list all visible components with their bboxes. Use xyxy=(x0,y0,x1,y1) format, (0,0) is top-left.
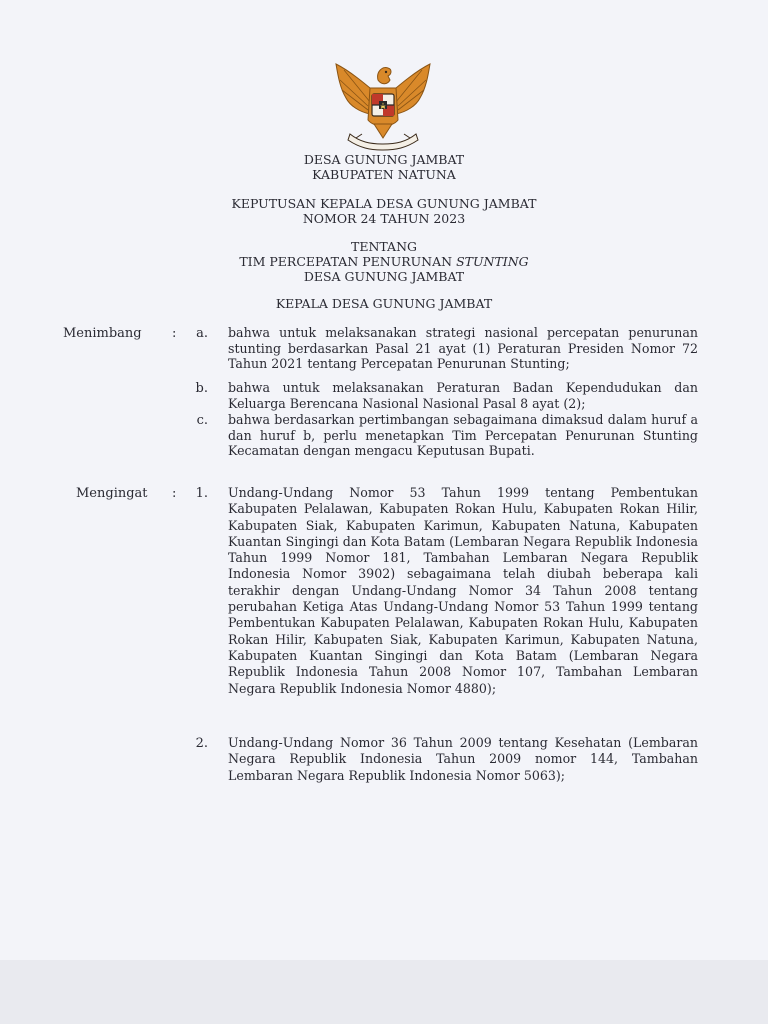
issuer-title: KEPALA DESA GUNUNG JAMBAT xyxy=(275,296,493,311)
mengingat-marker-2: 2. xyxy=(195,736,208,751)
mengingat-item-1: Undang-Undang Nomor 53 Tahun 1999 tentang Pembentukan Kabupaten Pelalawan, Kabupaten Rokan Hulu, Kabupaten Rokan Hilir, Kabupaten Siak, Kabupaten Karimun, Kabupaten Natuna, Kabupaten Kuantan Singingi dan Kota Batam (Lembaran Negara Republik Indonesia Tahun 1999 Nomor 181, Tambahan Lembaran Negara Republik Indonesia Nomor 3902) sebagaimana telah diubah beberapa kali terakhir dengan Undang-Undang Nomor 34 Tahun 2008 tentang perubahan Ketiga Atas Undang-Undang Nomor 53 Tahun 1999 tentang Pembentukan Kabupaten Pelalawan, Kabupaten Rokan Hulu, Kabupaten Rokan Hilir, Kabupaten Siak, Kabupaten Karimun, Kabupaten Natuna, Kabupaten Kuantan Singingi dan Kota Batam (Lembaran Negara Republik Indonesia Tahun 2008 Nomor 107, Tambahan Lembaran Negara Republik Indonesia Nomor 4880); xyxy=(228,485,698,696)
mengingat-colon: : xyxy=(172,486,177,501)
mengingat-label: Mengingat xyxy=(76,486,148,501)
decree-subject xyxy=(0,254,768,269)
menimbang-marker-b: b. xyxy=(195,381,208,396)
page-bottom-margin xyxy=(0,960,768,1024)
menimbang-item-b: bahwa untuk melaksanakan Peraturan Badan Kependudukan dan Keluarga Berencana Nasional Nasional Pasal 8 ayat (2); xyxy=(228,380,698,411)
menimbang-marker-c: c. xyxy=(196,413,208,428)
subject-village: DESA GUNUNG JAMBAT xyxy=(303,269,465,284)
garuda-pancasila-emblem-icon xyxy=(330,58,436,154)
mengingat-marker-1: 1. xyxy=(195,486,208,501)
menimbang-colon: : xyxy=(172,326,177,341)
menimbang-marker-a: a. xyxy=(196,326,208,341)
menimbang-item-c: bahwa berdasarkan pertimbangan sebagaimana dimaksud dalam huruf a dan huruf b, perlu menetapkan Tim Percepatan Penurunan Stunting Kecamatan dengan mengacu Keputusan Bupati. xyxy=(228,412,698,458)
subject-prefix: TIM PERCEPATAN PENURUNAN xyxy=(239,254,453,269)
decree-title: KEPUTUSAN KEPALA DESA GUNUNG JAMBAT xyxy=(231,196,537,211)
menimbang-label: Menimbang xyxy=(63,326,142,341)
about-label: TENTANG xyxy=(350,239,417,254)
mengingat-item-2: Undang-Undang Nomor 36 Tahun 2009 tentang Kesehatan (Lembaran Negara Republik Indonesia Tahun 2009 nomor 144, Tambahan Lembaran Negara Republik Indonesia Nomor 5063); xyxy=(228,735,698,783)
regency-name: KABUPATEN NATUNA xyxy=(312,167,456,182)
village-name: DESA GUNUNG JAMBAT xyxy=(303,152,465,167)
decree-number: NOMOR 24 TAHUN 2023 xyxy=(302,211,466,226)
subject-italic: STUNTING xyxy=(456,254,529,269)
menimbang-item-a: bahwa untuk melaksanakan strategi nasional percepatan penurunan stunting berdasarkan Pasal 21 ayat (1) Peraturan Presiden Nomor 72 Tahun 2021 tentang Percepatan Penurunan Stunting; xyxy=(228,325,698,371)
